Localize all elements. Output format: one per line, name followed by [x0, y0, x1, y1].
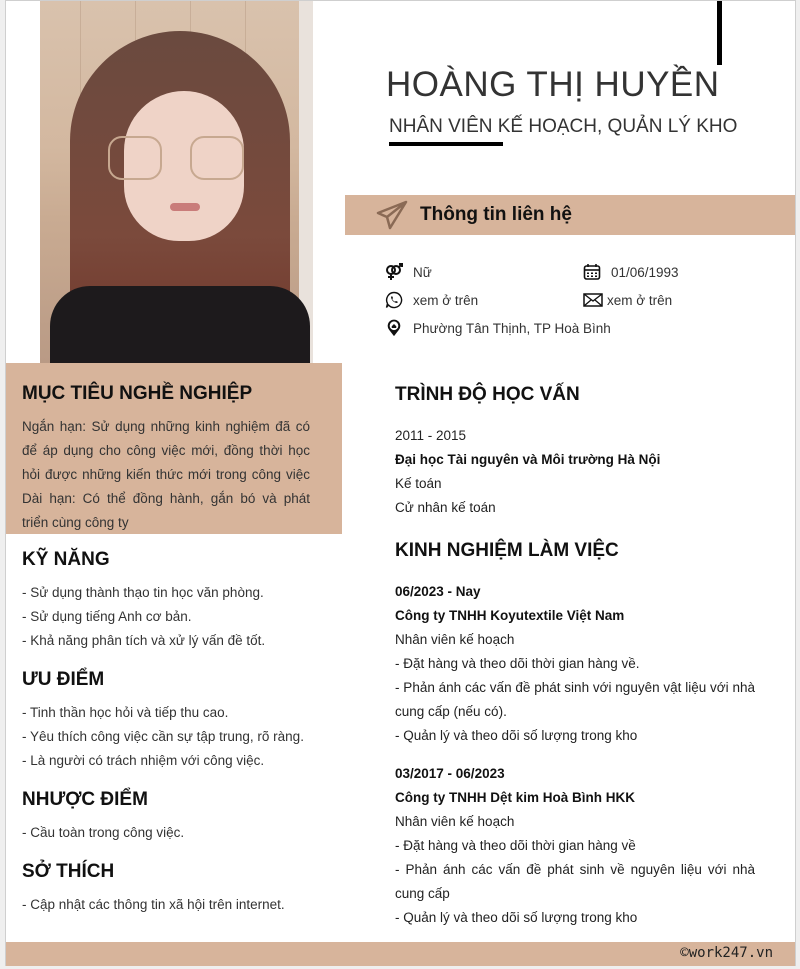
job-duty: - Phản ánh các vấn đề phát sinh với nguyên vật liệu với nhà cung cấp (nếu có). [395, 680, 755, 719]
contact-section-header [345, 195, 795, 235]
email-value: xem ở trên [607, 292, 673, 308]
job-period: 03/2017 - 06/2023 [395, 766, 505, 781]
job-duty: - Phản ánh các vấn đề phát sinh về nguyên liệu với nhà cung cấp [395, 862, 755, 901]
skill-item: - Sử dụng tiếng Anh cơ bản. [22, 609, 192, 624]
skill-item: - Sử dụng thành thạo tin học văn phòng. [22, 585, 264, 600]
objective-text: Ngắn hạn: Sử dụng những kinh nghiệm đã có để áp dụng cho công việc mới, đồng thời học hỏi được những kiến thức mới trong công việc Dài hạn: Có thể đồng hành, gắn bó và phát triển cùng công ty [22, 419, 310, 530]
candidate-name: HOÀNG THỊ HUYỀN [386, 65, 720, 104]
skill-item: - Khả năng phân tích và xử lý vấn đề tốt. [22, 633, 266, 648]
address-value: Phường Tân Thịnh, TP Hoà Bình [413, 320, 611, 336]
job-title: NHÂN VIÊN KẾ HOẠCH, QUẢN LÝ KHO [389, 116, 738, 137]
contact-title: Thông tin liên hệ [420, 204, 572, 225]
education-school: Đại học Tài nguyên và Môi trường Hà Nội [395, 452, 661, 467]
title-underline [389, 142, 503, 146]
phone-value: xem ở trên [413, 292, 479, 308]
objective-section [6, 363, 342, 534]
birthday-value: 01/06/1993 [611, 264, 679, 280]
strengths-section [22, 669, 342, 773]
contact-birthday [583, 263, 679, 281]
job-position: Nhân viên kế hoạch [395, 814, 515, 829]
skills-title: KỸ NĂNG [22, 549, 110, 570]
gender-value: Nữ [413, 264, 432, 280]
job-duty: - Đặt hàng và theo dõi thời gian hàng về. [395, 656, 640, 671]
strength-item: - Tinh thần học hỏi và tiếp thu cao. [22, 705, 229, 720]
experience-job [395, 762, 755, 930]
gender-icon [385, 263, 403, 281]
education-major: Kế toán [395, 476, 442, 491]
contact-address [385, 319, 611, 337]
profile-photo [40, 1, 313, 363]
job-company: Công ty TNHH Dệt kim Hoà Bình HKK [395, 790, 636, 805]
contact-phone [385, 291, 478, 309]
strength-item: - Là người có trách nhiệm với công việc. [22, 753, 265, 768]
copyright-text: ©work247.vn [680, 945, 773, 961]
weaknesses-title: NHƯỢC ĐIỂM [22, 789, 148, 810]
weaknesses-section [22, 789, 342, 845]
experience-title: KINH NGHIỆM LÀM VIỆC [395, 540, 619, 561]
whatsapp-phone-icon [385, 291, 403, 309]
job-duty: - Quản lý và theo dõi số lượng trong kho [395, 728, 638, 743]
home-location-icon [385, 319, 403, 337]
strength-item: - Yêu thích công việc cần sự tập trung, rõ ràng. [22, 729, 304, 744]
envelope-icon [583, 291, 603, 309]
job-duty: - Đặt hàng và theo dõi thời gian hàng về [395, 838, 636, 853]
hobbies-title: SỞ THÍCH [22, 861, 115, 882]
weakness-item: - Cầu toàn trong công việc. [22, 825, 185, 840]
job-duty: - Quản lý và theo dõi số lượng trong kho [395, 910, 638, 925]
cv-page [5, 0, 796, 966]
footer-bar [6, 942, 795, 966]
strengths-title: ƯU ĐIỂM [22, 669, 105, 690]
education-title: TRÌNH ĐỘ HỌC VẤN [395, 384, 580, 405]
skills-section [22, 549, 342, 653]
decorative-bar [717, 1, 722, 65]
experience-section [395, 540, 755, 930]
job-position: Nhân viên kế hoạch [395, 632, 515, 647]
education-degree: Cử nhân kế toán [395, 500, 496, 515]
objective-title: MỤC TIÊU NGHỀ NGHIỆP [22, 383, 253, 404]
education-period: 2011 - 2015 [395, 428, 467, 443]
job-period: 06/2023 - Nay [395, 584, 481, 599]
contact-gender [385, 263, 432, 281]
contact-email [583, 291, 672, 309]
paper-plane-icon [375, 200, 409, 230]
job-company: Công ty TNHH Koyutextile Việt Nam [395, 608, 625, 623]
experience-job [395, 580, 755, 748]
calendar-icon [583, 263, 601, 281]
hobbies-section [22, 861, 342, 917]
hobby-item: - Cập nhật các thông tin xã hội trên internet. [22, 897, 285, 912]
education-section [395, 384, 755, 520]
